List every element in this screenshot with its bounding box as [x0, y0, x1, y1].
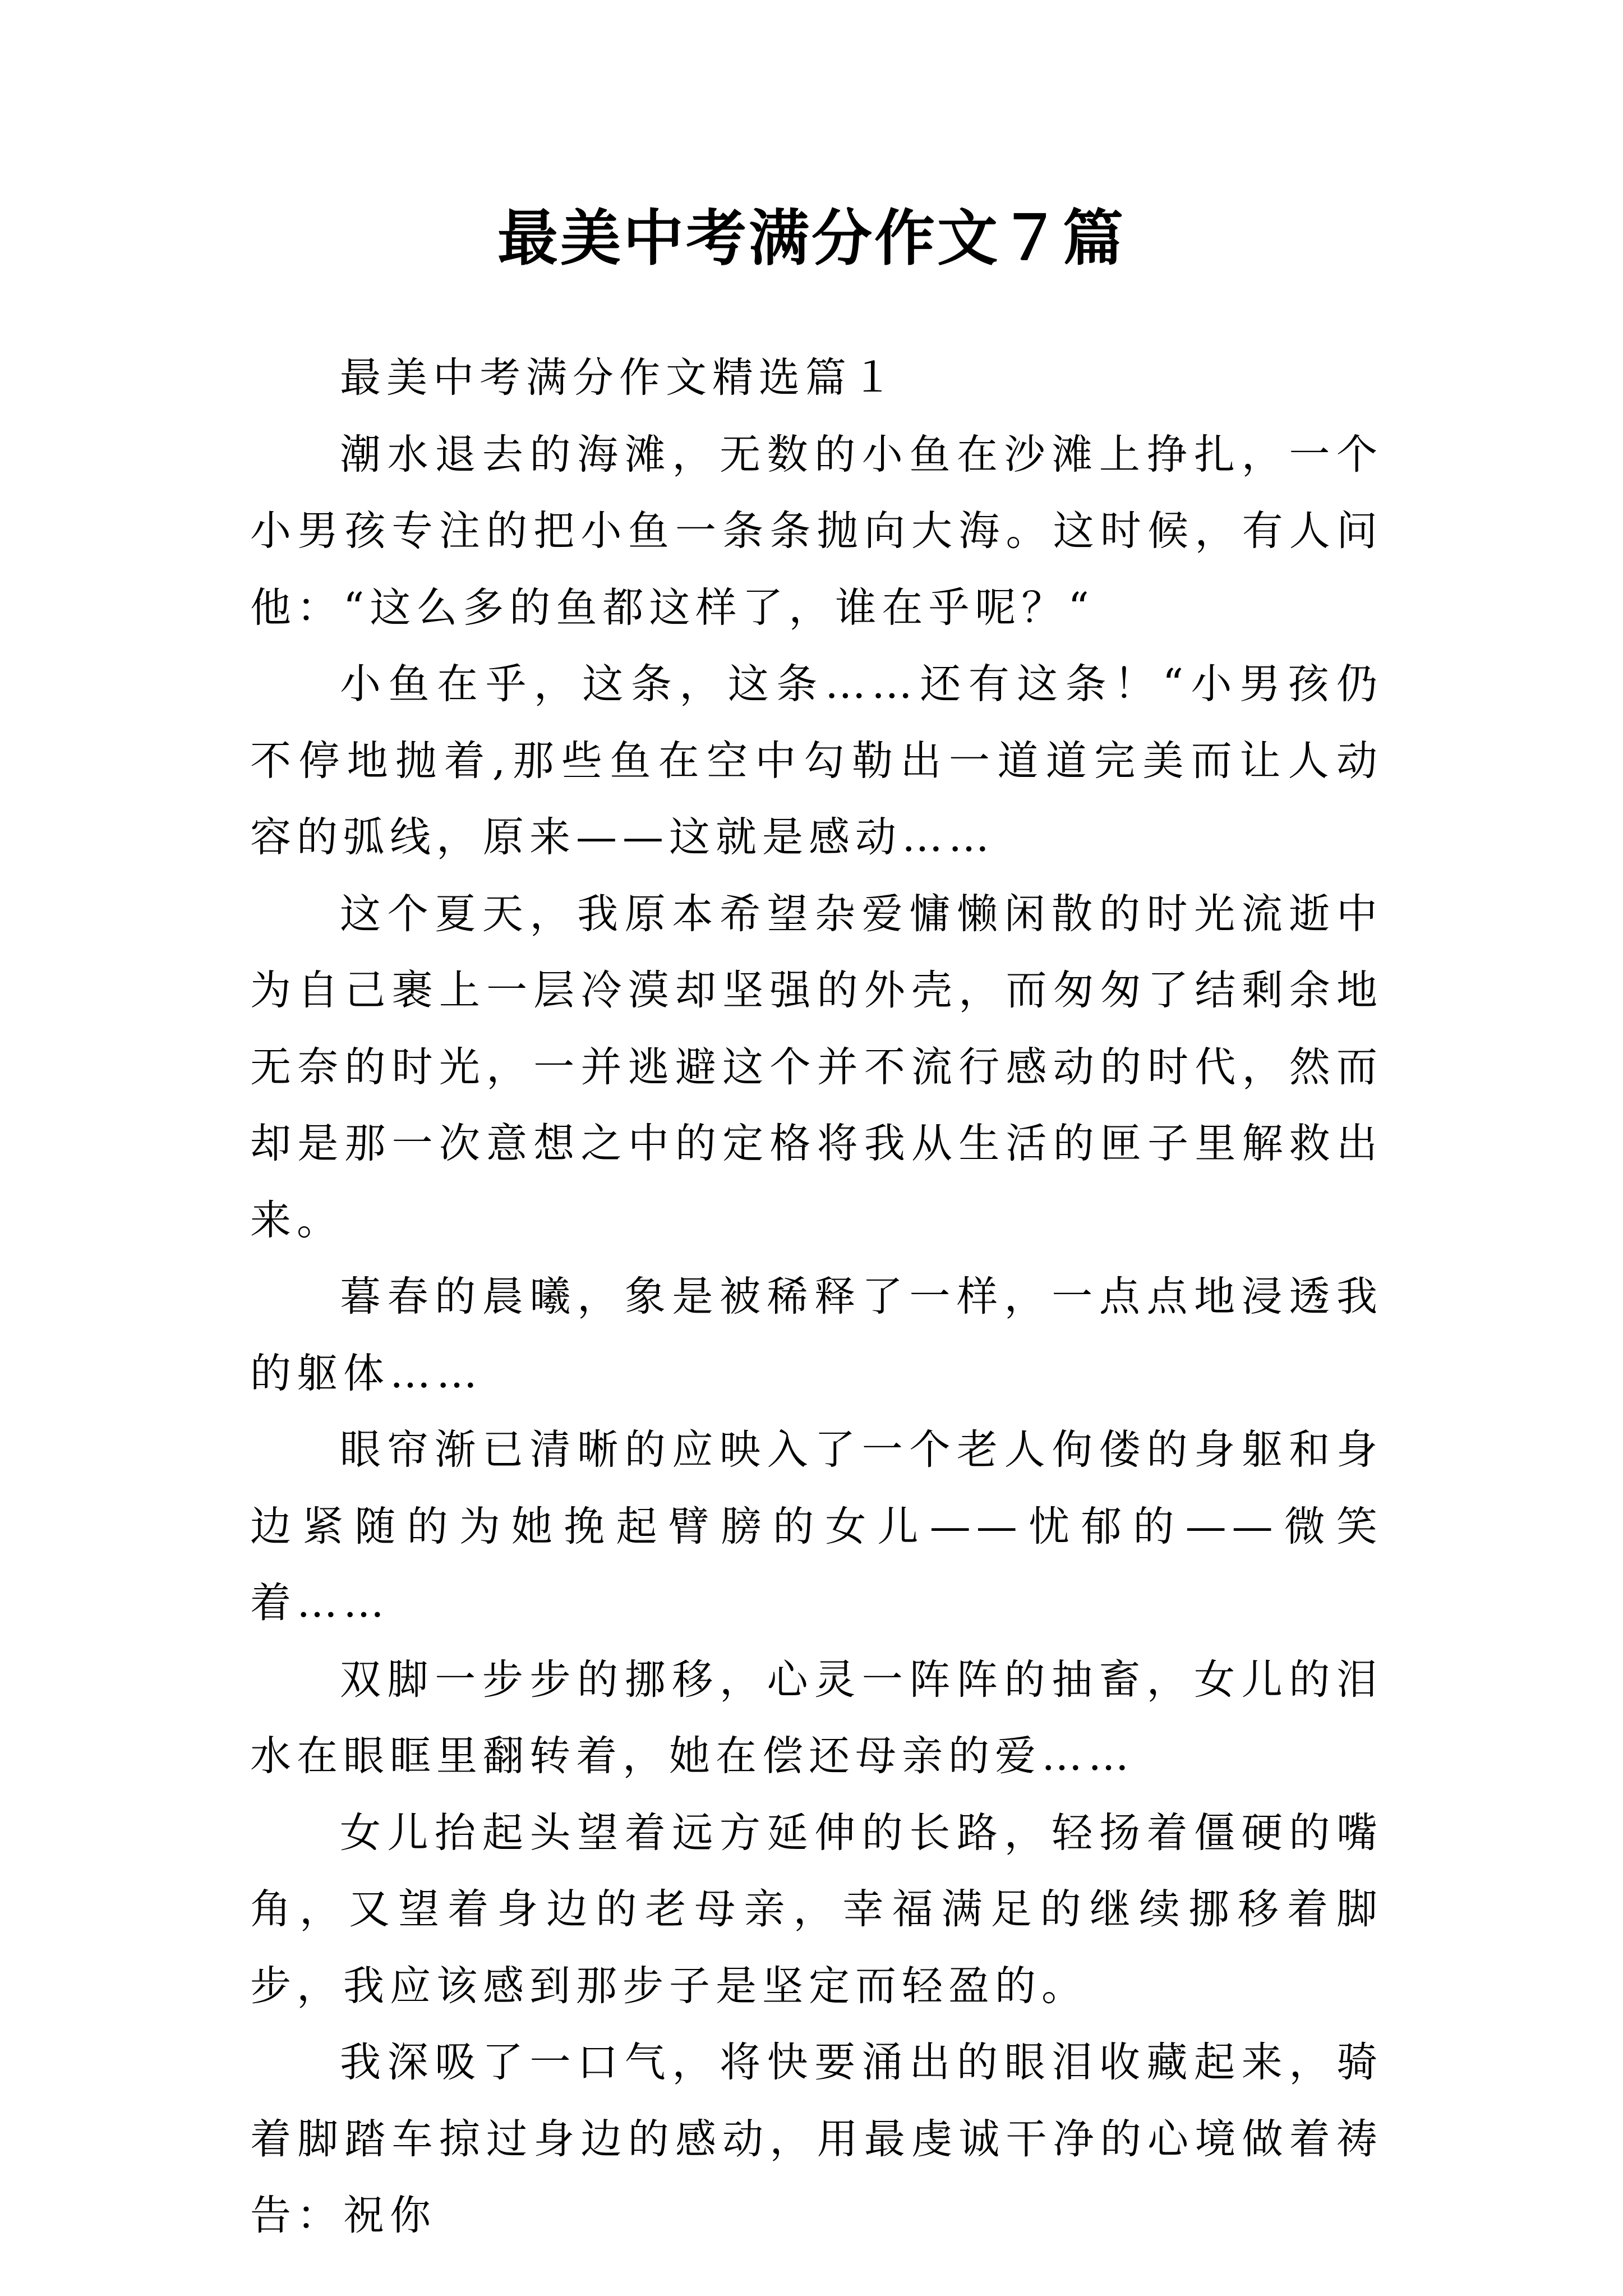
paragraph: 我深吸了一口气，将快要涌出的眼泪收藏起来，骑着脚踏车掠过身边的感动，用最虔诚干净的心境做着祷告：祝你 — [250, 2039, 1383, 2239]
section-heading: 最美中考满分作文精选篇１ — [340, 354, 898, 402]
paragraph: 女儿抬起头望着远方延伸的长路，轻扬着僵硬的嘴角，又望着身边的老母亲，幸福满足的继续挪移着脚步，我应该感到那步子是坚定而轻盈的。 — [250, 1809, 1383, 2010]
paragraph: 双脚一步步的挪移，心灵一阵阵的抽畜，女儿的泪水在眼眶里翻转着，她在偿还母亲的爱…… — [250, 1655, 1383, 1780]
document-title: 最美中考满分作文７篇 — [497, 203, 1126, 274]
paragraph: 小鱼在乎，这条，这条……还有这条！“小男孩仍不停地抛着,那些鱼在空中勾勒出一道道完美而让人动容的弧线，原来——这就是感动…… — [250, 660, 1383, 861]
paragraph: 潮水退去的海滩，无数的小鱼在沙滩上挣扎，一个小男孩专注的把小鱼一条条抛向大海。这时候，有人问他：“这么多的鱼都这样了，谁在乎呢？“ — [250, 430, 1383, 632]
document-body — [250, 340, 1383, 2254]
paragraph: 这个夏天，我原本希望杂爱慵懒闲散的时光流逝中为自己裹上一层冷漠却坚强的外壳，而匆匆了结剩余地无奈的时光，一并逃避这个并不流行感动的时代，然而却是那一次意想之中的定格将我从生活的匣子里解救出来。 — [250, 890, 1383, 1244]
paragraph: 暮春的晨曦，象是被稀释了一样，一点点地浸透我的躯体…… — [250, 1273, 1383, 1397]
paragraph: 眼帘渐已清晰的应映入了一个老人佝偻的身躯和身边紧随的为她挽起臂膀的女儿——忧郁的——微笑着…… — [250, 1426, 1383, 1627]
